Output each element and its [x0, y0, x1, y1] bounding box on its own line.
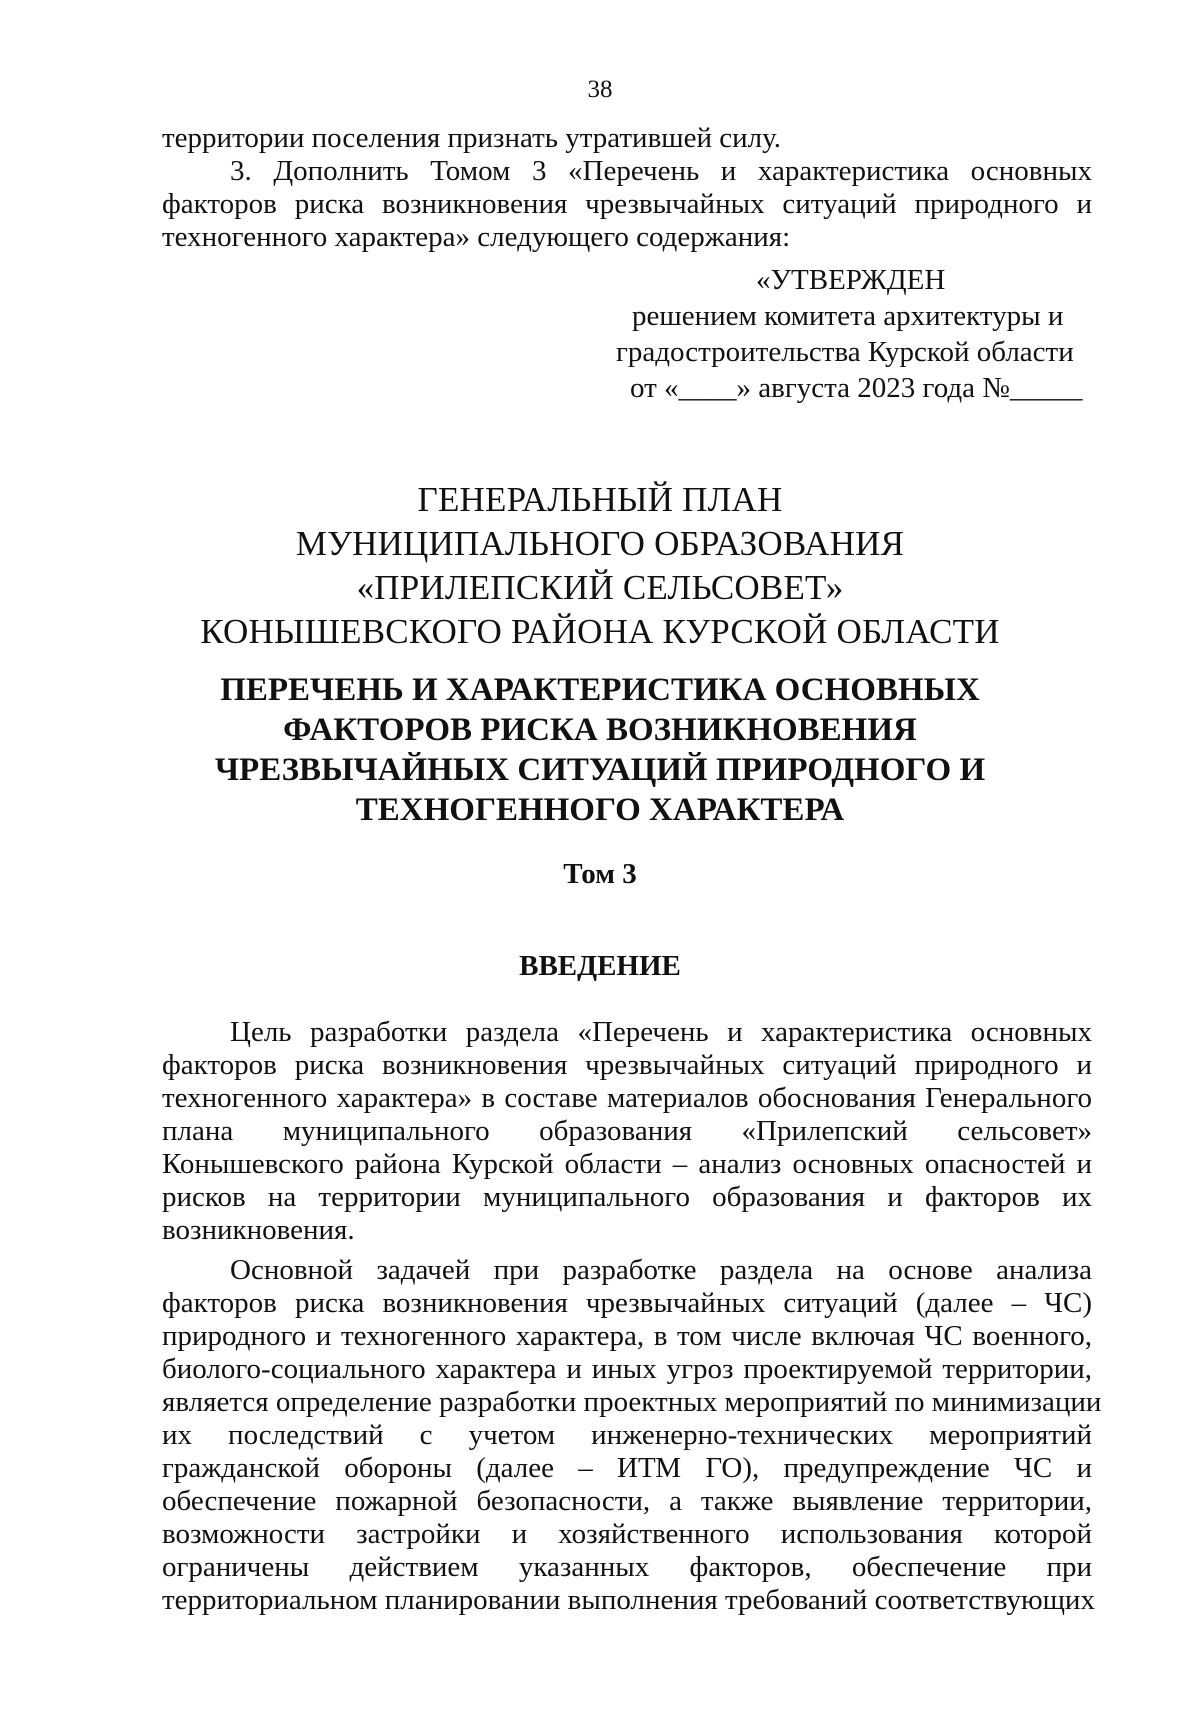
- page-number: 38: [587, 76, 613, 103]
- subject-title-line: ТЕХНОГЕННОГО ХАРАКТЕРА: [355, 792, 845, 828]
- plan-title-line: ГЕНЕРАЛЬНЫЙ ПЛАН: [417, 480, 783, 519]
- text-line: Цель разработки раздела «Перечень и характеристика основных: [230, 1016, 1092, 1048]
- text-line: природного и техногенного характера, в том числе включая ЧС военного,: [162, 1320, 1092, 1352]
- text-line: факторов риска возникновения чрезвычайных ситуаций природного и: [162, 188, 1092, 220]
- intro-paragraph-2: [162, 1254, 1102, 1617]
- plan-title-line: «ПРИЛЕПСКИЙ СЕЛЬСОВЕТ»: [356, 568, 844, 607]
- plan-title: [0, 478, 1200, 654]
- text-line: факторов риска возникновения чрезвычайных ситуаций (далее – ЧС): [162, 1287, 1092, 1319]
- text-line: биолого-социального характера и иных угроз проектируемой территории,: [162, 1353, 1092, 1385]
- subject-title-line: ФАКТОРОВ РИСКА ВОЗНИКНОВЕНИЯ: [283, 712, 917, 748]
- text-line: рисков на территории муниципального образования и факторов их: [162, 1181, 1092, 1213]
- text-line: факторов риска возникновения чрезвычайных ситуаций природного и: [162, 1049, 1092, 1081]
- volume-label: Том 3: [563, 858, 637, 890]
- text-line: гражданской обороны (далее – ИТМ ГО), предупреждение ЧС и: [162, 1452, 1092, 1484]
- approval-title: «УТВЕРЖДЕН: [756, 264, 946, 296]
- text-line: Конышевского района Курской области – анализ основных опасностей и: [162, 1148, 1092, 1180]
- text-line: их последствий с учетом инженерно-технических мероприятий: [162, 1419, 1092, 1451]
- intro-paragraph-1: [162, 1016, 1092, 1247]
- intro-heading: ВВЕДЕНИЕ: [519, 950, 681, 982]
- subject-title-line: ПЕРЕЧЕНЬ И ХАРАКТЕРИСТИКА ОСНОВНЫХ: [220, 672, 980, 708]
- text-line: техногенного характера» в составе материалов обоснования Генерального: [162, 1082, 1092, 1114]
- subject-title-line: ЧРЕЗВЫЧАЙНЫХ СИТУАЦИЙ ПРИРОДНОГО И: [214, 752, 986, 788]
- text-line: обеспечение пожарной безопасности, а также выявление территории,: [162, 1485, 1092, 1517]
- plan-title-line: МУНИЦИПАЛЬНОГО ОБРАЗОВАНИЯ: [295, 524, 905, 563]
- approval-line: решением комитета архитектуры и: [632, 300, 1064, 332]
- text-line: возникновения.: [162, 1214, 355, 1246]
- subject-title: [0, 670, 1200, 830]
- plan-title-line: КОНЫШЕВСКОГО РАЙОНА КУРСКОЙ ОБЛАСТИ: [200, 612, 1000, 651]
- text-line: является определение разработки проектных мероприятий по минимизации: [162, 1386, 1102, 1418]
- approval-line: от «____» августа 2023 года №_____: [630, 372, 1083, 404]
- top-paragraph: [162, 122, 1092, 254]
- text-line: плана муниципального образования «Прилепский сельсовет»: [162, 1115, 1092, 1147]
- text-line: территориальном планировании выполнения требований соответствующих: [162, 1584, 1095, 1616]
- approval-stamp-block: [616, 262, 1096, 406]
- approval-line: градостроительства Курской области: [616, 336, 1074, 368]
- text-line: возможности застройки и хозяйственного использования которой: [162, 1518, 1092, 1550]
- text-line: 3. Дополнить Томом 3 «Перечень и характеристика основных: [230, 155, 1092, 187]
- text-line: Основной задачей при разработке раздела на основе анализа: [230, 1254, 1092, 1286]
- text-line: территории поселения признать утратившей силу.: [162, 122, 781, 154]
- text-line: техногенного характера» следующего содержания:: [162, 221, 791, 253]
- text-line: ограничены действием указанных факторов, обеспечение при: [162, 1551, 1092, 1583]
